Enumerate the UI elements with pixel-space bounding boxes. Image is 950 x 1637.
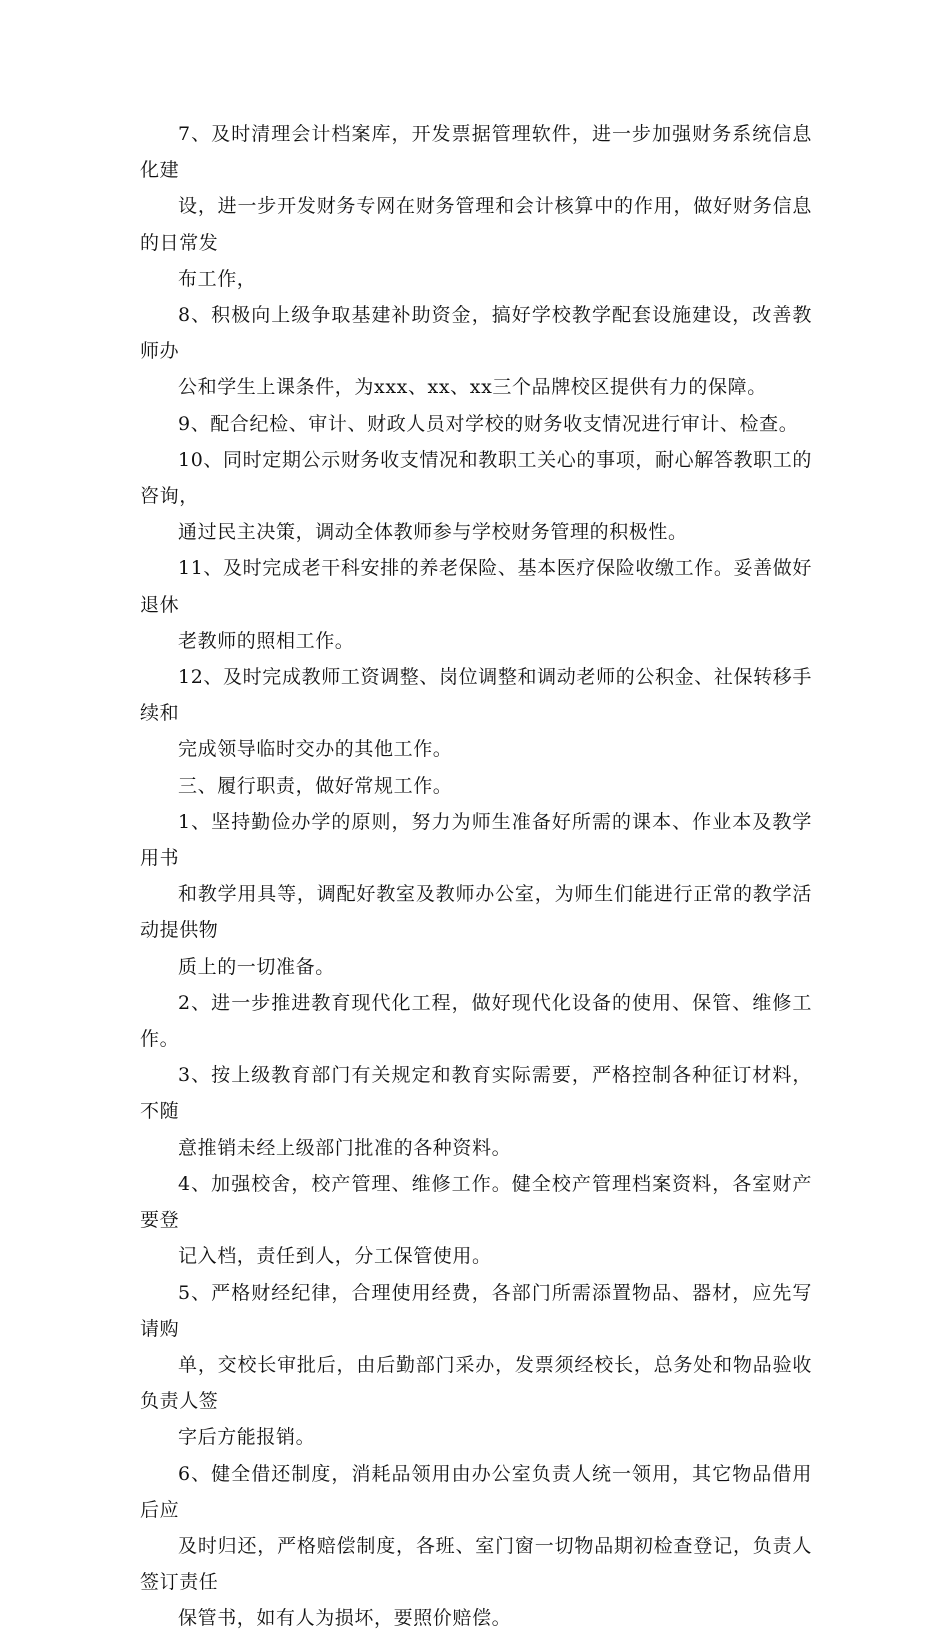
text-line: 字后方能报销。 xyxy=(178,1426,316,1449)
text-line: 4、加强校舍，校产管理、维修工作。健全校产管理档案资料，各室财产要登 xyxy=(140,1172,812,1232)
text-line: 12、及时完成教师工资调整、岗位调整和调动老师的公积金、社保转移手续和 xyxy=(140,666,812,725)
paragraph-item-8 xyxy=(140,297,812,406)
text-line: 2、进一步推进教育现代化工程，做好现代化设备的使用、保管、维修工作。 xyxy=(140,991,812,1051)
text-line: 保管书，如有人为损坏，要照价赔偿。 xyxy=(178,1607,512,1630)
text-line: 记入档，责任到人，分工保管使用。 xyxy=(178,1245,492,1268)
text-line: 单，交校长审批后，由后勤部门采办，发票须经校长，总务处和物品验收负责人签 xyxy=(140,1353,812,1413)
text-line: 完成领导临时交办的其他工作。 xyxy=(178,738,453,761)
text-line: 布工作， xyxy=(178,267,257,290)
paragraph-item-10 xyxy=(140,442,812,551)
text-line: 10、同时定期公示财务收支情况和教职工关心的事项，耐心解答教职工的咨询， xyxy=(140,448,812,508)
paragraph-item-1 xyxy=(140,804,812,985)
text-line: 公和学生上课条件，为xxx、xx、xx三个品牌校区提供有力的保障。 xyxy=(178,376,767,399)
paragraph-item-7 xyxy=(140,116,812,297)
text-line: 3、按上级教育部门有关规定和教育实际需要，严格控制各种征订材料，不随 xyxy=(140,1064,812,1123)
section-heading-3 xyxy=(140,768,812,804)
text-line: 通过民主决策，调动全体教师参与学校财务管理的积极性。 xyxy=(178,521,688,544)
paragraph-item-5 xyxy=(140,1275,812,1456)
text-line: 质上的一切准备。 xyxy=(178,955,335,978)
text-line: 5、严格财经纪律，合理使用经费，各部门所需添置物品、器材，应先写请购 xyxy=(140,1281,812,1340)
text-line: 7、及时清理会计档案库，开发票据管理软件，进一步加强财务系统信息化建 xyxy=(140,123,812,182)
paragraph-item-2 xyxy=(140,985,812,1057)
text-line: 三、履行职责，做好常规工作。 xyxy=(178,774,453,797)
text-line: 8、积极向上级争取基建补助资金，搞好学校教学配套设施建设，改善教师办 xyxy=(140,304,812,363)
paragraph-item-11 xyxy=(140,550,812,659)
paragraph-item-6 xyxy=(140,1456,812,1637)
text-line: 6、健全借还制度，消耗品领用由办公室负责人统一领用，其它物品借用后应 xyxy=(140,1462,812,1521)
text-line: 设，进一步开发财务专网在财务管理和会计核算中的作用，做好财务信息的日常发 xyxy=(140,195,812,254)
text-line: 和教学用具等，调配好教室及教师办公室，为师生们能进行正常的教学活动提供物 xyxy=(140,883,812,942)
text-line: 11、及时完成老干科安排的养老保险、基本医疗保险收缴工作。妥善做好退休 xyxy=(140,557,812,616)
paragraph-item-3 xyxy=(140,1057,812,1166)
paragraph-item-4 xyxy=(140,1166,812,1275)
text-line: 意推销未经上级部门批准的各种资料。 xyxy=(178,1136,512,1159)
text-line: 1、坚持勤俭办学的原则，努力为师生准备好所需的课本、作业本及教学用书 xyxy=(140,810,812,870)
text-line: 老教师的照相工作。 xyxy=(178,629,355,652)
paragraph-item-12 xyxy=(140,659,812,768)
document-body xyxy=(140,116,812,1637)
paragraph-item-9 xyxy=(140,406,812,442)
text-line: 9、配合纪检、审计、财政人员对学校的财务收支情况进行审计、检查。 xyxy=(178,412,799,435)
text-line: 及时归还，严格赔偿制度，各班、室门窗一切物品期初检查登记，负责人签订责任 xyxy=(140,1534,812,1594)
